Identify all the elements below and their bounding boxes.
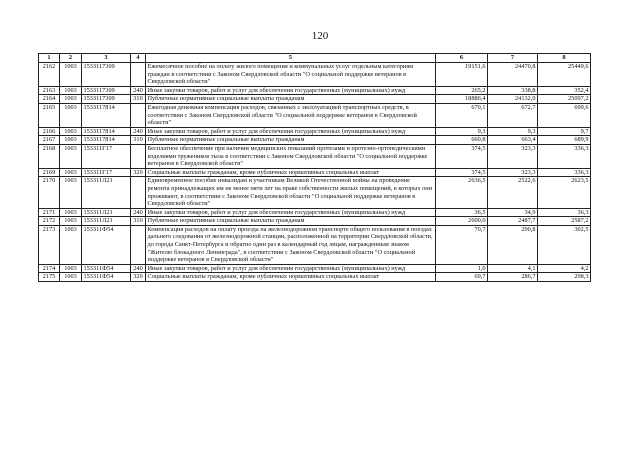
table-row [39, 168, 591, 177]
amount-year-1: 69,7 [436, 273, 488, 282]
amount-year-2: 663,4 [488, 136, 538, 145]
amount-year-2: 290,8 [488, 225, 538, 264]
column-header: 8 [538, 54, 591, 63]
target-article-code: 1533117309 [82, 95, 131, 104]
amount-year-3: 336,3 [538, 144, 591, 168]
item-name: Ежегодная денежная компенсация расходов, связанных с эксплуатацией транспортных средств, в соответствии с Законом Свердловской области "О социальной поддержке ветеранов в Свердловской области" [146, 103, 436, 127]
row-number: 2163 [39, 86, 60, 95]
amount-year-2: 2487,7 [488, 217, 538, 226]
amount-year-1: 36,5 [436, 208, 488, 217]
expense-type-code [131, 225, 146, 264]
table-row [39, 217, 591, 226]
target-article-code: 153311Г17 [82, 144, 131, 168]
target-article-code: 153311Л21 [82, 177, 131, 208]
column-header: 2 [60, 54, 82, 63]
section-code: 1003 [60, 264, 82, 273]
row-number: 2174 [39, 264, 60, 273]
amount-year-2: 24470,8 [488, 63, 538, 87]
item-name: Иные закупки товаров, работ и услуг для обеспечения государственных (муниципальных) нужд [146, 264, 436, 273]
target-article-code: 153311Г17 [82, 168, 131, 177]
row-number: 2164 [39, 95, 60, 104]
section-code: 1003 [60, 225, 82, 264]
target-article-code: 1533117309 [82, 86, 131, 95]
item-name: Публичные нормативные социальные выплаты гражданам [146, 136, 436, 145]
amount-year-1: 265,2 [436, 86, 488, 95]
section-code: 1003 [60, 168, 82, 177]
amount-year-3: 302,5 [538, 225, 591, 264]
table-row [39, 127, 591, 136]
column-header: 5 [146, 54, 436, 63]
table-row [39, 86, 591, 95]
row-number: 2168 [39, 144, 60, 168]
item-name: Иные закупки товаров, работ и услуг для обеспечения государственных (муниципальных) нужд [146, 208, 436, 217]
expense-type-code: 310 [131, 136, 146, 145]
amount-year-3: 336,3 [538, 168, 591, 177]
expense-type-code [131, 177, 146, 208]
row-number: 2169 [39, 168, 60, 177]
item-name: Компенсация расходов на оплату проезда на железнодорожном транспорте общего пользования в поездах дальнего следования от железнодорожной станции, расположенной на территории Свердловской области, до города Санкт-Петербурга и обратно один раз в календарный год лицам, награжденным знаком "Жителю блокадного Ленинграда", в соответствии с Законом Свердловской области "О социальной поддержке ветеранов в Свердловской области" [146, 225, 436, 264]
table-row [39, 144, 591, 168]
amount-year-1: 374,5 [436, 168, 488, 177]
amount-year-1: 9,3 [436, 127, 488, 136]
table-row [39, 225, 591, 264]
section-code: 1003 [60, 136, 82, 145]
amount-year-2: 4,1 [488, 264, 538, 273]
table-row [39, 208, 591, 217]
table-row [39, 177, 591, 208]
amount-year-1: 2600,0 [436, 217, 488, 226]
target-article-code: 153311Ф54 [82, 273, 131, 282]
amount-year-3: 298,3 [538, 273, 591, 282]
column-header: 4 [131, 54, 146, 63]
column-header: 1 [39, 54, 60, 63]
expense-type-code: 320 [131, 168, 146, 177]
row-number: 2167 [39, 136, 60, 145]
target-article-code: 1533117814 [82, 103, 131, 127]
section-code: 1003 [60, 103, 82, 127]
section-code: 1003 [60, 127, 82, 136]
target-article-code: 1533117814 [82, 136, 131, 145]
expense-type-code [131, 103, 146, 127]
amount-year-3: 2587,2 [538, 217, 591, 226]
amount-year-2: 323,3 [488, 144, 538, 168]
expense-type-code: 240 [131, 264, 146, 273]
column-header: 3 [82, 54, 131, 63]
table-row [39, 136, 591, 145]
section-code: 1003 [60, 63, 82, 87]
row-number: 2175 [39, 273, 60, 282]
item-name: Социальные выплаты гражданам, кроме публичных нормативных социальных выплат [146, 273, 436, 282]
item-name: Социальные выплаты гражданам, кроме публичных нормативных социальных выплат [146, 168, 436, 177]
table-header-row [39, 54, 591, 63]
section-code: 1003 [60, 273, 82, 282]
amount-year-2: 323,3 [488, 168, 538, 177]
column-header: 6 [436, 54, 488, 63]
amount-year-3: 25097,2 [538, 95, 591, 104]
column-header: 7 [488, 54, 538, 63]
item-name: Ежемесячное пособие на оплату жилого помещения и коммунальных услуг отдельным категориям граждан в соответствии с Законом Свердловской области "О социальной поддержке ветеранов в Свердловской области" [146, 63, 436, 87]
expense-type-code: 240 [131, 86, 146, 95]
target-article-code: 1533117309 [82, 63, 131, 87]
target-article-code: 153311Л21 [82, 217, 131, 226]
target-article-code: 153311Ф54 [82, 264, 131, 273]
table-row [39, 63, 591, 87]
amount-year-1: 660,8 [436, 136, 488, 145]
row-number: 2162 [39, 63, 60, 87]
amount-year-3: 352,4 [538, 86, 591, 95]
amount-year-3: 2623,5 [538, 177, 591, 208]
amount-year-2: 2522,6 [488, 177, 538, 208]
section-code: 1003 [60, 217, 82, 226]
expense-type-code: 320 [131, 273, 146, 282]
expense-type-code: 310 [131, 95, 146, 104]
amount-year-1: 1,0 [436, 264, 488, 273]
amount-year-2: 672,7 [488, 103, 538, 127]
amount-year-3: 689,9 [538, 136, 591, 145]
amount-year-1: 18886,4 [436, 95, 488, 104]
row-number: 2166 [39, 127, 60, 136]
amount-year-3: 699,6 [538, 103, 591, 127]
section-code: 1003 [60, 95, 82, 104]
section-code: 1003 [60, 86, 82, 95]
section-code: 1003 [60, 144, 82, 168]
expense-type-code: 240 [131, 208, 146, 217]
row-number: 2170 [39, 177, 60, 208]
amount-year-3: 36,3 [538, 208, 591, 217]
amount-year-3: 9,7 [538, 127, 591, 136]
amount-year-2: 338,8 [488, 86, 538, 95]
table-row [39, 273, 591, 282]
item-name: Публичные нормативные социальные выплаты гражданам [146, 217, 436, 226]
amount-year-1: 19151,6 [436, 63, 488, 87]
amount-year-1: 2636,5 [436, 177, 488, 208]
amount-year-2: 9,3 [488, 127, 538, 136]
amount-year-2: 286,7 [488, 273, 538, 282]
target-article-code: 153311Ф54 [82, 225, 131, 264]
row-number: 2172 [39, 217, 60, 226]
expense-type-code: 240 [131, 127, 146, 136]
expense-type-code: 310 [131, 217, 146, 226]
amount-year-2: 24132,0 [488, 95, 538, 104]
amount-year-1: 670,1 [436, 103, 488, 127]
target-article-code: 1533117814 [82, 127, 131, 136]
target-article-code: 153311Л21 [82, 208, 131, 217]
table-row [39, 95, 591, 104]
amount-year-3: 25449,6 [538, 63, 591, 87]
section-code: 1003 [60, 177, 82, 208]
amount-year-2: 34,9 [488, 208, 538, 217]
item-name: Единовременное пособие инвалидам и участникам Великой Отечественной войны на проведение ремонта принадлежащих им не менее пяти лет на праве собственности жилых помещений, в которых они проживают, в соответствии с Законом Свердловской области "О социальной поддержке ветеранов в Свердловской области" [146, 177, 436, 208]
row-number: 2171 [39, 208, 60, 217]
expense-type-code [131, 144, 146, 168]
section-code: 1003 [60, 208, 82, 217]
item-name: Публичные нормативные социальные выплаты гражданам [146, 95, 436, 104]
row-number: 2165 [39, 103, 60, 127]
item-name: Бесплатное обеспечение при наличии медицинских показаний протезами и протезно-ортопедическими изделиями тружеников тыла в соответствии с Законом Свердловской области "О социальной поддержке ветеранов в Свердловской области" [146, 144, 436, 168]
expense-type-code [131, 63, 146, 87]
amount-year-3: 4,2 [538, 264, 591, 273]
table-row [39, 103, 591, 127]
item-name: Иные закупки товаров, работ и услуг для обеспечения государственных (муниципальных) нужд [146, 127, 436, 136]
item-name: Иные закупки товаров, работ и услуг для обеспечения государственных (муниципальных) нужд [146, 86, 436, 95]
amount-year-1: 70,7 [436, 225, 488, 264]
row-number: 2173 [39, 225, 60, 264]
page-number: 120 [311, 30, 329, 42]
budget-table [38, 53, 591, 282]
table-row [39, 264, 591, 273]
amount-year-1: 374,5 [436, 144, 488, 168]
